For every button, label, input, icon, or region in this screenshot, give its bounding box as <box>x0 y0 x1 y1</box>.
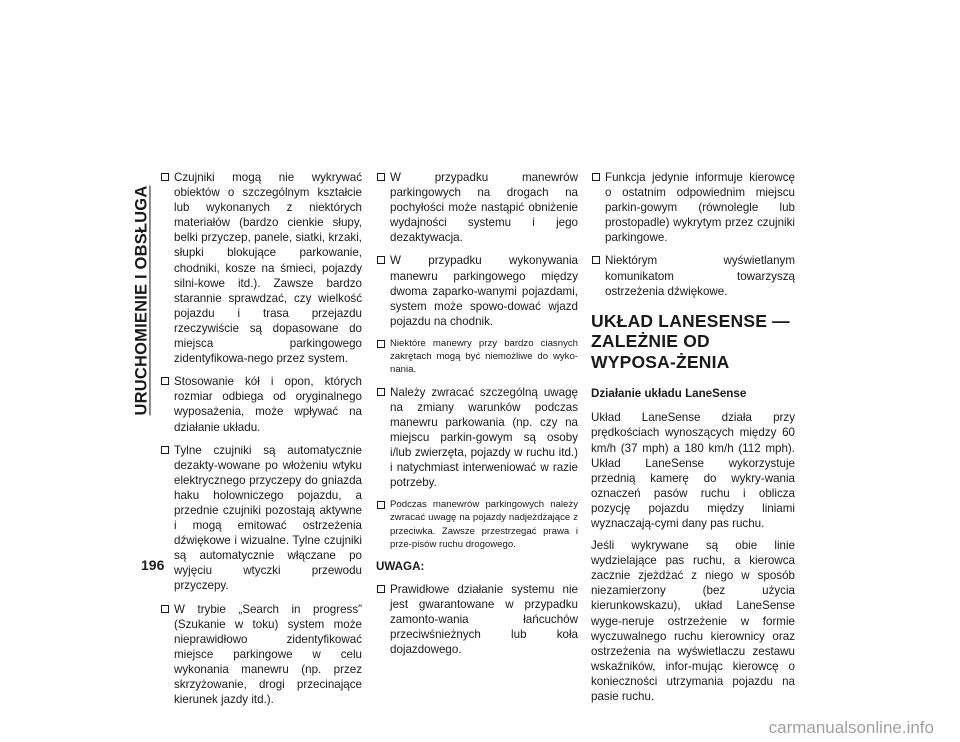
square-bullet-icon <box>377 173 385 181</box>
bullet-text: Funkcja jedynie informuje kierowcę o ostatnim odpowiednim miejscu parkin-gowym (równolegle lub prostopadle) wykrytym przez czujniki parkingowe. <box>605 171 795 245</box>
paragraph: Układ LaneSense działa przy prędkościach wynoszących między 60 km/h (37 mph) a 180 km/h (112 mph). Układ LaneSense wykorzystuje przednią kamerę do wykry-wania oznaczeń pasów ruchu i oblicza pozycję pojazdu między liniami wyznaczają-cymi dany pas ruchu. <box>591 411 795 530</box>
bullet-item <box>376 253 578 328</box>
bullet-text: W trybie „Search in progress” (Szukanie w toku) system może nieprawidłowo zidentyfikować miejsce parkingowe w celu wykonania manewru (np. przez skrzyżowanie, drogi przecinające kierunek jazdy itd.). <box>174 602 362 707</box>
square-bullet-icon <box>161 173 169 181</box>
bullet-item <box>160 170 362 366</box>
square-bullet-icon <box>377 340 385 348</box>
bullet-item <box>160 374 362 434</box>
bullet-item-small <box>376 498 578 551</box>
bullet-text: Tylne czujniki są automatycznie dezakty-wowane po włożeniu wtyku elektrycznego przyczepy do gniazda haku holowniczego pojazdu, a przednie czujniki pozostają aktywne i mogą emitować ostrzeżenia dźwiękowe i wizualne. Tylne czujniki są automatycznie włączane po wyjęciu wtyczki przewodu przyczepy. <box>174 443 362 593</box>
bullet-text: Stosowanie kół i opon, których rozmiar odbiega od oryginalnego wyposażenia, może wpływać na działanie układu. <box>174 375 362 434</box>
square-bullet-icon <box>161 377 169 385</box>
page-number: 196 <box>141 557 165 573</box>
bullet-item <box>591 253 795 298</box>
bullet-item <box>376 582 578 657</box>
square-bullet-icon <box>592 173 600 181</box>
bullet-text: Prawidłowe działanie systemu nie jest gwarantowane w przypadku zamonto-wania łańcuchów przeciwśnieżnych lub koła dojazdowego. <box>390 583 578 657</box>
square-bullet-icon <box>161 446 169 454</box>
bullet-text: Czujniki mogą nie wykrywać obiektów o szczególnym kształcie lub wykonanych z niektórych materiałów (bardzo cienkie słupy, belki przyczep, panele, siatki, krzaki, słupki blokujące parkowanie, chodniki, kosze na śmieci, pojazdy silni-kowe itd.). Zawsze bardzo starannie sprawdzać, czy wielkość pojazdu i trasa przejazdu rzeczywiście są dopasowane do miejsca parkingowego zidentyfikowa-nego przez system. <box>174 171 362 366</box>
bullet-text: Niektóre manewry przy bardzo ciasnych zakrętach mogą być niemożliwe do wyko-nania. <box>390 337 578 376</box>
square-bullet-icon <box>592 256 600 264</box>
section-title: UKŁAD LANESENSE — ZALEŻNIE OD WYPOSA-ŻENIA <box>591 310 790 372</box>
column-1 <box>160 170 362 715</box>
bullet-text: Niektórym wyświetlanym komunikatom towarzyszą ostrzeżenia dźwiękowe. <box>605 254 795 298</box>
square-bullet-icon <box>377 585 385 593</box>
bullet-item <box>160 443 362 594</box>
bullet-text: Należy zwracać szczególną uwagę na zmiany warunków podczas manewru parkowania (np. czy na miejscu parkin-gowym są osoby i/lub zwierzęta, pojazdy w ruchu itd.) i natychmiast interweniować w razie potrzeby. <box>390 385 578 490</box>
column-3 <box>591 170 795 711</box>
square-bullet-icon <box>161 605 169 613</box>
note-label: UWAGA: <box>376 560 425 574</box>
bullet-item <box>376 385 578 491</box>
square-bullet-icon <box>377 501 385 509</box>
square-bullet-icon <box>377 256 385 264</box>
bullet-item <box>160 602 362 708</box>
bullet-item <box>376 170 578 245</box>
bullet-item <box>591 170 795 245</box>
chapter-title: URUCHOMIENIE I OBSŁUGA <box>132 185 151 415</box>
bullet-text: Podczas manewrów parkingowych należy zwracać uwagę na pojazdy nadjeżdżające z przeciwka. Zawsze przestrzegać prawa i prze-pisów ruchu drogowego. <box>390 499 578 550</box>
square-bullet-icon <box>377 388 385 396</box>
bullet-text: W przypadku wykonywania manewru parkingowego między dwoma zaparko-wanymi pojazdami, system może spowo-dować wjazd pojazdu na chodnik. <box>390 254 578 328</box>
chapter-side-tab <box>122 166 162 434</box>
paragraph: Jeśli wykrywane są obie linie wydzielające pas ruchu, a kierowca zacznie zjeżdżać z niego w sposób niezamierzony (bez użycia kierunkowskazu), układ LaneSense wyge-neruje ostrzeżenie w formie wyczuwalnego ruchu kierownicy oraz ostrzeżenia na wyświetlaczu zestawu wskaźników, infor-mując kierowcę o konieczności utrzymania pojazdu na pasie ruchu. <box>591 539 795 704</box>
bullet-item-small <box>376 337 578 377</box>
column-2 <box>376 170 578 666</box>
bullet-text: W przypadku manewrów parkingowych na drogach na pochyłości może nastąpić obniżenie wydajności systemu i jego dezaktywacja. <box>390 171 578 245</box>
watermark: carmanualsonline.info <box>768 718 934 737</box>
subsection-title: Działanie układu LaneSense <box>591 387 747 401</box>
